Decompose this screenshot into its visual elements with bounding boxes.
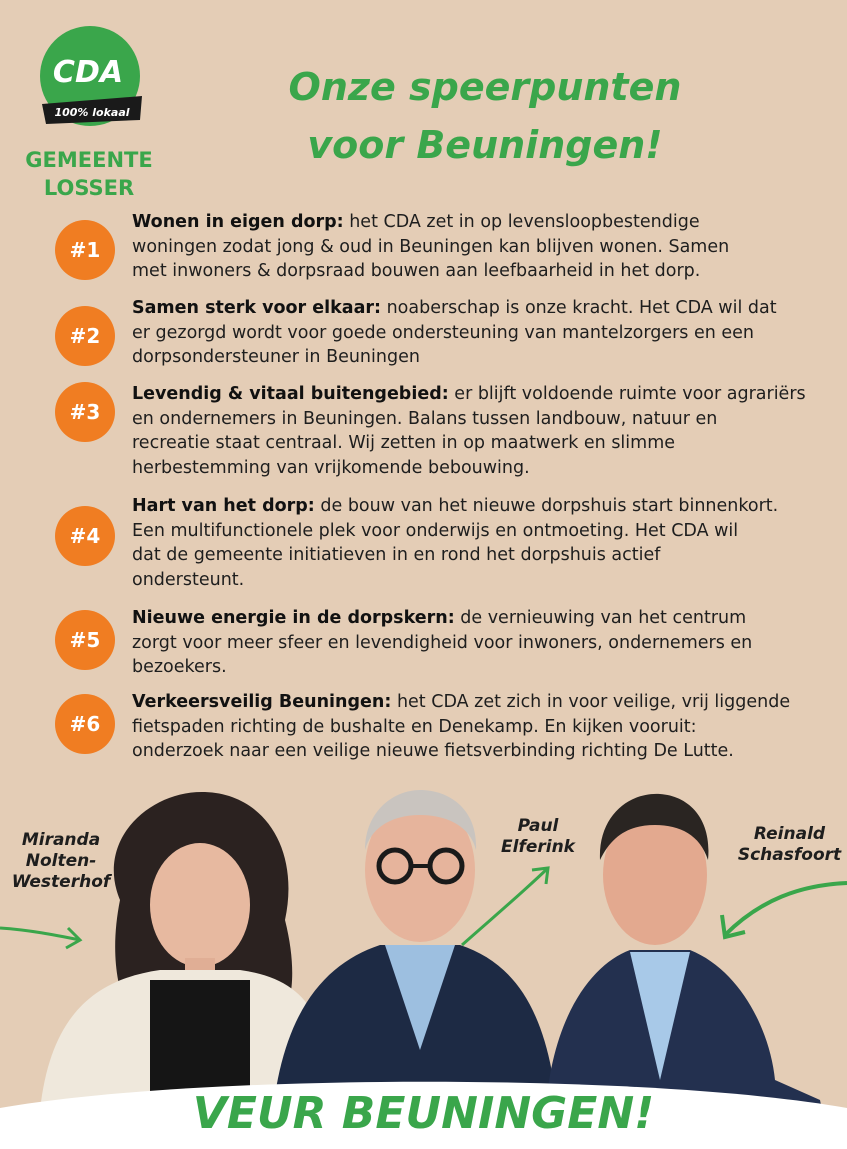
arrow-reinald-icon bbox=[725, 883, 847, 935]
priority-heading: Samen sterk voor elkaar: bbox=[132, 298, 382, 318]
priority-badge: #1 bbox=[55, 220, 115, 280]
priority-badge: #3 bbox=[55, 382, 115, 442]
candidate-name-miranda: Miranda Nolten- Westerhof bbox=[11, 830, 111, 892]
title-line-1: Onze speerpunten bbox=[288, 65, 682, 109]
priority-text: Verkeersveilig Beuningen: het CDA zet zich in voor veilige, vrij liggende fietspaden richting de bushalte en Denekamp. En kijken vooruit: onderzoek naar een veilige nieuwe fietsverbinding richting De Lutte. bbox=[132, 692, 791, 761]
priority-heading: Verkeersveilig Beuningen: bbox=[132, 692, 392, 712]
logo-tagline: 100% lokaal bbox=[54, 106, 130, 119]
page-title bbox=[250, 58, 720, 174]
logo-brand: CDA bbox=[52, 55, 124, 90]
priority-text: Wonen in eigen dorp: het CDA zet in op levensloopbestendige woningen zodat jong & oud in Beuningen kan blijven wonen. Samen met inwoners & dorpsraad bouwen aan leefbaarheid in het dorp. bbox=[132, 212, 730, 281]
priority-heading: Levendig & vitaal buitengebied: bbox=[132, 384, 449, 404]
priority-badge: #6 bbox=[55, 694, 115, 754]
priority-heading: Nieuwe energie in de dorpskern: bbox=[132, 608, 455, 628]
priority-text: Nieuwe energie in de dorpskern: de vernieuwing van het centrum zorgt voor meer sfeer en levendigheid voor inwoners, ondernemers en bezoekers. bbox=[132, 608, 753, 677]
municipality-label bbox=[14, 146, 164, 202]
priority-text: Samen sterk voor elkaar: noaberschap is onze kracht. Het CDA wil dat er gezorgd wordt voor goede ondersteuning van mantelzorgers en een dorpsondersteuner in Beuningen bbox=[132, 298, 777, 367]
arrow-paul-icon bbox=[462, 868, 548, 945]
municipality-line-2: LOSSER bbox=[43, 176, 135, 200]
priority-heading: Wonen in eigen dorp: bbox=[132, 212, 344, 232]
priority-badge: #5 bbox=[55, 610, 115, 670]
title-line-2: voor Beuningen! bbox=[307, 123, 663, 167]
candidate-name-paul: Paul Elferink bbox=[501, 816, 575, 857]
priority-badge: #4 bbox=[55, 506, 115, 566]
candidate-name-reinald: Reinald Schasfoort bbox=[737, 824, 842, 865]
footer-slogan: VEUR BEUNINGEN! bbox=[192, 1088, 655, 1139]
cda-logo bbox=[38, 24, 142, 128]
priority-text: Levendig & vitaal buitengebied: er blijft voldoende ruimte voor agrariërs en ondernemers in Beuningen. Balans tussen landbouw, natuur en recreatie staat centraal. Wij zetten in op maatwerk en slimme herbestemming van vrijkomende bebouwing. bbox=[132, 384, 806, 478]
priority-text: Hart van het dorp: de bouw van het nieuwe dorpshuis start binnenkort. Een multifunctionele plek voor onderwijs en ontmoeting. Het CDA wil dat de gemeente initiatieven in en rond het dorpshuis actief ondersteunt. bbox=[132, 496, 779, 590]
priority-badge: #2 bbox=[55, 306, 115, 366]
priority-heading: Hart van het dorp: bbox=[132, 496, 315, 516]
municipality-line-1: GEMEENTE bbox=[25, 148, 153, 172]
